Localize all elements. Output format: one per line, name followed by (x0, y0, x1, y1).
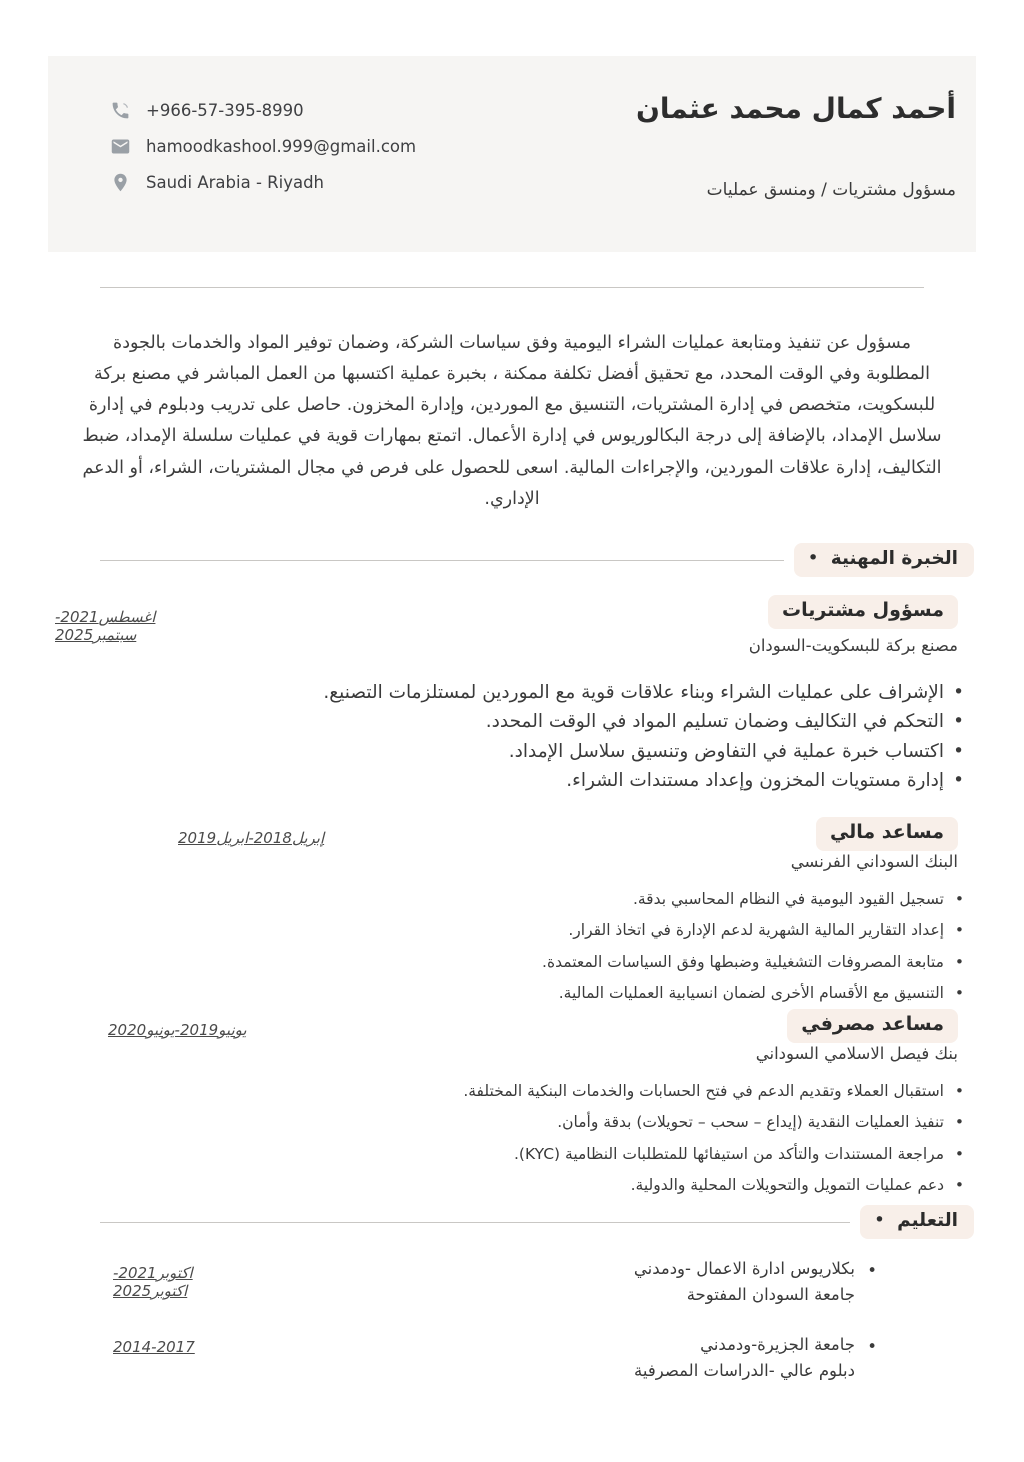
job-dates (108, 1021, 247, 1039)
job-bullet-item: • إعداد التقارير المالية الشهرية لدعم الإدارة في اتخاذ القرار. (140, 919, 968, 941)
education-section-title: التعليم (897, 1210, 958, 1231)
education-degree: • بكلاريوس ادارة الاعمال -ودمدني (633, 1259, 855, 1278)
job-title: مساعد مالي (816, 817, 958, 851)
section-bullet: • (873, 1209, 886, 1231)
education-dates (113, 1264, 193, 1300)
candidate-name: أحمد كمال محمد عثمان (635, 92, 956, 125)
date-line: اكتوبر2025 (113, 1282, 188, 1300)
section-rule (100, 1222, 850, 1223)
education-degree: دبلوم عالي -الدراسات المصرفية (634, 1361, 855, 1381)
job-bullet-item: • مراجعة المستندات والتأكد من استيفائها للمتطلبات النظامية (KYC). (140, 1143, 968, 1165)
summary-paragraph: مسؤول عن تنفيذ ومتابعة عمليات الشراء اليومية وفق سياسات الشركة، وضمان توفير المواد والخدمات بالجودة المطلوبة وفي الوقت المحدد، مع تحقيق أفضل تكلفة ممكنة ، بخبرة عملية اكتسبها من العمل المباشر في مصنع بركة للبسكويت، متخصص في إدارة المشتريات، التنسيق مع الموردين، وإدارة المخزون. حاصل على تدريب ودبلوم في إدارة سلاسل الإمداد، بالإضافة إلى درجة البكالوريوس في إدارة الأعمال. اتمتع بمهارات قوية في عمليات سلسلة الإمداد، ضبط التكاليف، إدارة علاقات الموردين، والإجراءات المالية. اسعى للحصول على فرص في مجال المشتريات، الشراء، أو الدعم الإداري. (82, 333, 942, 509)
phone-icon (110, 100, 131, 121)
education-title-pill (860, 1205, 974, 1239)
location-value: Saudi Arabia - Riyadh (146, 173, 324, 192)
candidate-role: مسؤول مشتريات / ومنسق عمليات (706, 180, 956, 200)
job-bullet-item: • دعم عمليات التمويل والتحويلات المحلية والدولية. (140, 1174, 968, 1196)
date-line: اغسطس2021- (55, 608, 156, 626)
location-pin-icon (110, 172, 131, 193)
job-bullet-item: • التنسيق مع الأقسام الأخرى لضمان انسيابية العمليات المالية. (140, 982, 968, 1004)
experience-title-pill (794, 543, 975, 577)
education-dates (113, 1338, 195, 1356)
experience-section-header (100, 543, 974, 577)
date-line: سبتمبر2025 (55, 626, 137, 644)
date-line: إبريل2018-ابريل2019 (178, 829, 325, 847)
education-section-header (100, 1205, 974, 1239)
job-dates (178, 829, 324, 847)
date-line: يونيو2019-يونيو2020 (108, 1021, 247, 1039)
job-bullet-list (140, 888, 968, 1014)
job-company: البنك السوداني الفرنسي (790, 852, 958, 871)
phone-value: +966-57-395-8990 (146, 101, 304, 120)
location-row (110, 172, 416, 193)
email-value: hamoodkashool.999@gmail.com (146, 137, 417, 156)
phone-row (110, 100, 416, 121)
education-institution: • جامعة الجزيرة-ودمدني (700, 1335, 855, 1354)
education-institution: جامعة السودان المفتوحة (686, 1285, 855, 1305)
job-bullet-item: • تسجيل القيود اليومية في النظام المحاسبي بدقة. (140, 888, 968, 910)
job-title: مسؤول مشتريات (768, 595, 958, 629)
job-bullet-list (140, 680, 968, 797)
section-bullet: • (807, 547, 819, 569)
date-line: اكتوبر2021- (113, 1264, 193, 1282)
experience-section-title: الخبرة المهنية (830, 548, 958, 569)
job-bullet-item: • متابعة المصروفات التشغيلية وضبطها وفق السياسات المعتمدة. (140, 951, 968, 973)
education-item (634, 1332, 877, 1385)
job-bullet-item: • تنفيذ العمليات النقدية (إيداع – سحب – تحويلات) بدقة وأمان. (140, 1111, 968, 1133)
email-row (110, 136, 416, 157)
job-bullet-item: • إدارة مستويات المخزون وإعداد مستندات الشراء. (140, 768, 968, 794)
contact-block (110, 100, 416, 193)
job-dates (55, 608, 155, 644)
job-company: بنك فيصل الاسلامي السوداني (755, 1044, 958, 1063)
job-bullet-item: • التحكم في التكاليف وضمان تسليم المواد في الوقت المحدد. (140, 709, 968, 735)
job-company: مصنع بركة للبسكويت-السودان (748, 636, 958, 655)
job-title: مساعد مصرفي (787, 1009, 958, 1043)
header-card (48, 56, 976, 252)
date-line: 2014-2017 (113, 1338, 195, 1356)
job-bullet-item: • اكتساب خبرة عملية في التفاوض وتنسيق سلاسل الإمداد. (140, 739, 968, 765)
job-bullet-list (140, 1080, 968, 1206)
job-bullet-item: • الإشراف على عمليات الشراء وبناء علاقات قوية مع الموردين لمستلزمات التصنيع. (140, 680, 968, 706)
envelope-icon (110, 136, 131, 157)
job-bullet-item: • استقبال العملاء وتقديم الدعم في فتح الحسابات والخدمات البنكية المختلفة. (140, 1080, 968, 1102)
section-rule (100, 560, 784, 561)
education-item (634, 1256, 877, 1309)
header-divider (100, 287, 924, 288)
